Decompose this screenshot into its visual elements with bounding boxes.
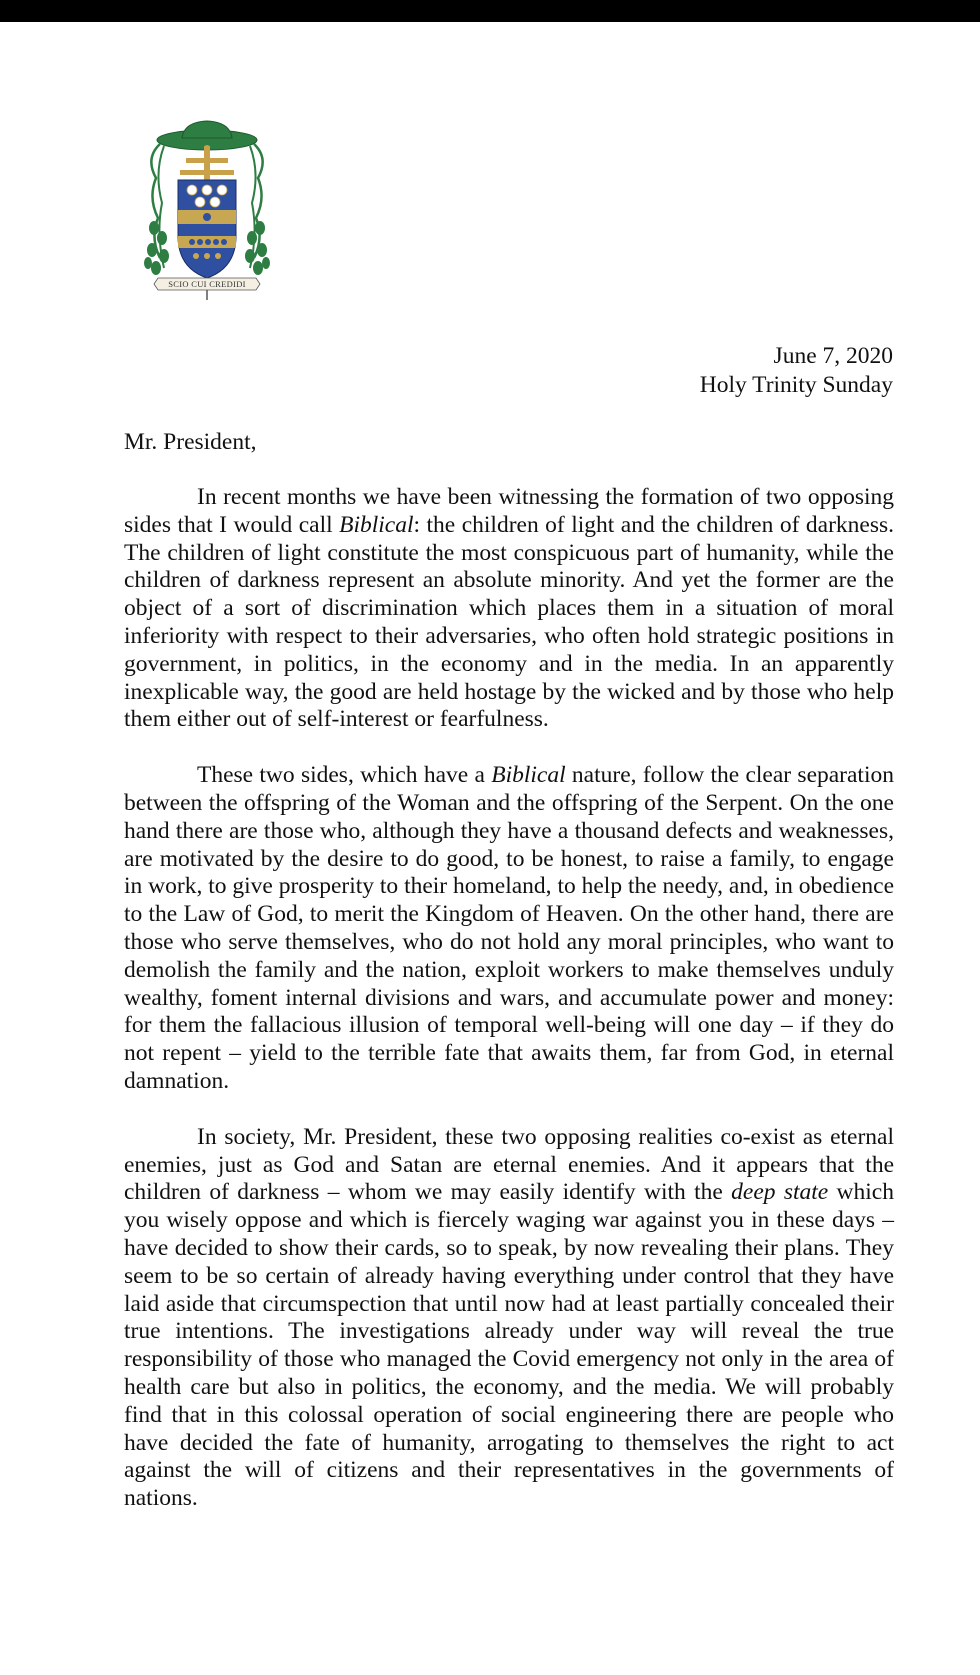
liturgical-day: Holy Trinity Sunday [699, 372, 893, 398]
paragraph-2 [124, 762, 894, 1096]
paragraph-2-text-1: These two sides, which have a [197, 762, 492, 789]
paragraph-3-text-1: In society, Mr. President, these two opposing realities co-exist as eternal enemies, just as God and Satan are eternal enemies. And it appears that the children of darkness – whom we may easily identify with the [124, 1123, 894, 1206]
paragraph-3-italic-deep-state: deep state [731, 1179, 829, 1206]
letter-body [124, 484, 894, 1541]
paragraph-1-text-1: In recent months we have been witnessing the formation of two opposing sides that I would call [124, 484, 894, 538]
crest-motto: SCIO CUI CREDIDI [168, 279, 246, 289]
date-block [700, 342, 893, 400]
paragraph-1-text-2: : the children of light and the children of darkness. The children of light constitute the most conspicuous part of humanity, while the children of darkness represent an absolute minority. And yet the former are the object of a sort of discrimination which places them in a situation of moral inferiority with respect to their adversaries, who often hold strategic positions in government, in politics, in the economy and in the media. In an apparently inexplicable way, the good are held hostage by the wicked and by those who help them either out of self-interest or fearfulness. [124, 511, 894, 733]
paragraph-3-text-2: which you wisely oppose and which is fiercely waging war against you in these days – have decided to show their cards, so to speak, by now revealing their plans. They seem to be so certain of already having everything under control that they have laid aside that circumspection that until now had at least partially concealed their true intentions. The investigations already under way will reveal the true responsibility of those who managed the Covid emergency not only in the area of health care but also in politics, the economy, and the media. We will probably find that in this colossal operation of social engineering there are people who have decided the fate of humanity, arrogating to themselves the right to act against the will of citizens and their representatives in the governments of nations. [124, 1179, 894, 1512]
paragraph-3 [124, 1124, 894, 1513]
coat-of-arms [140, 118, 275, 318]
paragraph-2-text-2: nature, follow the clear separation between the offspring of the Woman and the offspring of the Serpent. On the one hand there are those who, although they have a thousand defects and weaknesses, are motivated by the desire to do good, to be honest, to raise a family, to engage in work, to give prosperity to their homeland, to help the needy, and, in obedience to the Law of God, to merit the Kingdom of Heaven. On the other hand, there are those who serve themselves, who do not hold any moral principles, who want to demolish the family and the nation, exploit workers to make themselves unduly wealthy, foment internal divisions and wars, and accumulate power and money: for them the fallacious illusion of temporal well-being will one day – if they do not repent – yield to the terrible fate that awaits them, far from God, in eternal damnation. [124, 762, 894, 1094]
paragraph-2-italic-biblical: Biblical [491, 762, 566, 789]
paragraph-1-italic-biblical: Biblical [339, 511, 414, 538]
paragraph-1 [124, 484, 894, 734]
salutation: Mr. President, [124, 429, 257, 455]
top-black-bar [0, 0, 980, 22]
letter-date: June 7, 2020 [773, 343, 893, 369]
